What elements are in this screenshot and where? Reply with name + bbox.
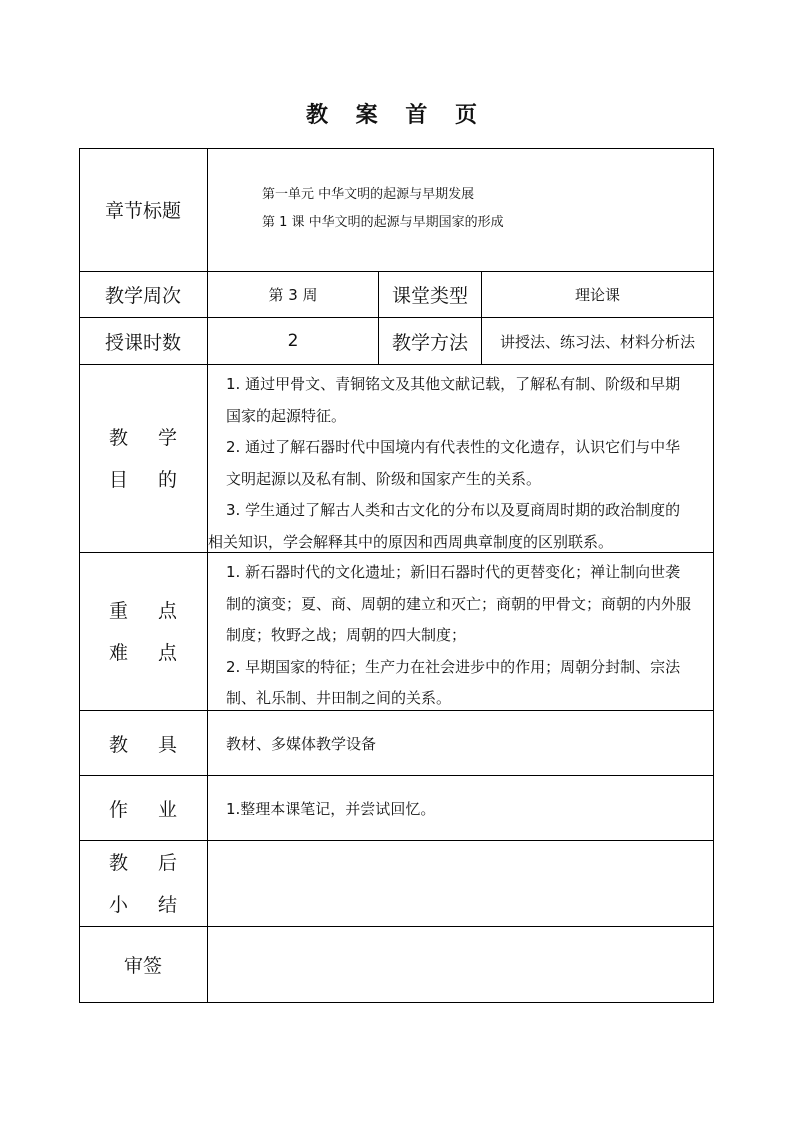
- page-title: 教 案 首 页: [306, 103, 487, 128]
- chapter-label: 章节标题: [79, 148, 208, 272]
- key-points-label-line2: 难 点: [108, 641, 190, 664]
- method-value: 讲授法、练习法、材料分析法: [482, 318, 714, 365]
- week-value: 第 3 周: [208, 272, 379, 318]
- key-points-label: [79, 553, 208, 711]
- class-type-label: 课堂类型: [379, 272, 482, 318]
- lesson-title: 第 1 课 中华文明的起源与早期国家的形成: [262, 215, 504, 230]
- key-point-1-line-b: 制的演变；夏、商、周朝的建立和灭亡；商朝的甲骨文；商朝的内外服: [226, 594, 692, 613]
- homework-value: 1.整理本课笔记，并尝试回忆。: [208, 776, 714, 841]
- key-points-label-line1: 重 点: [108, 599, 190, 622]
- goal-3-line-a: 3. 学生通过了解古人类和古文化的分布以及夏商周时期的政治制度的: [226, 501, 681, 519]
- tools-label: 教 具: [79, 711, 208, 776]
- class-type-value: 理论课: [482, 272, 714, 318]
- week-label: 教学周次: [79, 272, 208, 318]
- method-label: 教学方法: [379, 318, 482, 365]
- goal-2-line-b: 文明起源以及私有制、阶级和国家产生的关系。: [226, 469, 542, 488]
- unit-title: 第一单元 中华文明的起源与早期发展: [262, 187, 475, 202]
- goal-2-line-a: 2. 通过了解石器时代中国境内有代表性的文化遗存，认识它们与中华: [226, 438, 681, 456]
- summary-label-line2: 小 结: [108, 893, 190, 916]
- key-point-1-line-a: 1. 新石器时代的文化遗址；新旧石器时代的更替变化；禅让制向世袭: [226, 563, 681, 581]
- tools-value: 教材、多媒体教学设备: [208, 711, 714, 776]
- goals-label-line2: 目 的: [108, 468, 190, 491]
- key-points-content: [208, 553, 714, 711]
- goals-label: [79, 365, 208, 553]
- hours-label: 授课时数: [79, 318, 208, 365]
- review-label: 审签: [79, 927, 208, 1003]
- goals-content: [208, 365, 714, 553]
- goals-label-line1: 教 学: [108, 426, 190, 449]
- chapter-value: [208, 148, 714, 272]
- goal-3-line-b: 相关知识，学会解释其中的原因和西周典章制度的区别联系。: [208, 532, 614, 551]
- review-value: [208, 927, 714, 1003]
- goal-1-line-a: 1. 通过甲骨文、青铜铭文及其他文献记载，了解私有制、阶级和早期: [226, 375, 681, 393]
- homework-label: 作 业: [79, 776, 208, 841]
- goal-1-line-b: 国家的起源特征。: [226, 406, 347, 425]
- hours-value: 2: [208, 318, 379, 365]
- key-point-1-line-c: 制度；牧野之战；周朝的四大制度；: [226, 626, 467, 644]
- key-point-2-line-a: 2. 早期国家的特征；生产力在社会进步中的作用；周朝分封制、宗法: [226, 657, 681, 676]
- summary-label: [79, 841, 208, 927]
- key-point-2-line-b: 制、礼乐制、井田制之间的关系。: [226, 689, 452, 707]
- summary-value: [208, 841, 714, 927]
- summary-label-line1: 教 后: [108, 851, 190, 874]
